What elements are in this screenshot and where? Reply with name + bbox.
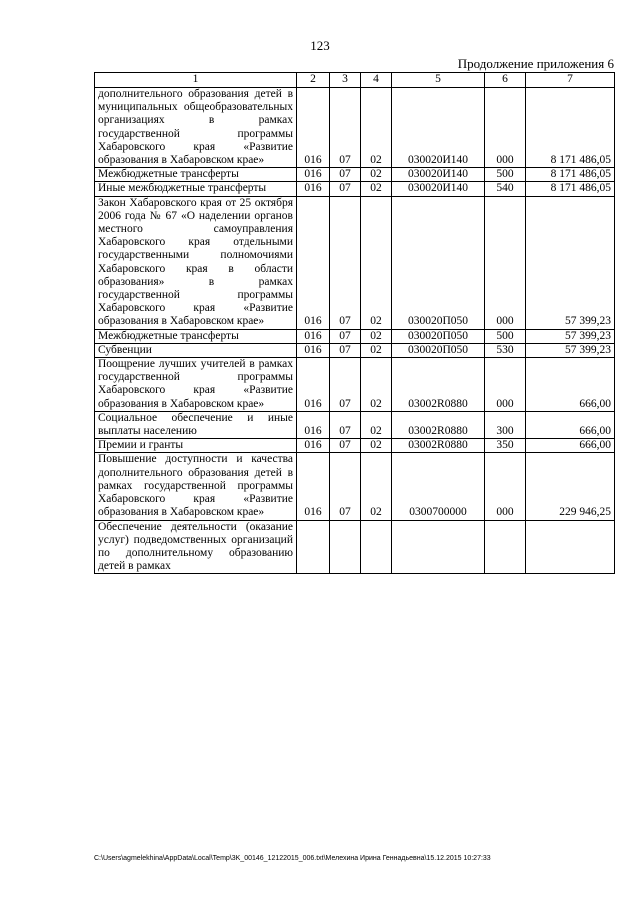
row-code-cell: 02 bbox=[361, 88, 392, 168]
row-code-cell bbox=[485, 520, 526, 574]
file-path-footer: C:\Users\agmelekhina\AppData\Local\Temp\3K_00146_12122015_006.txt\Мелехина Ирина Геннадьевна\15.12.2015 10:27:33 bbox=[94, 855, 491, 862]
row-code-cell: 016 bbox=[297, 196, 330, 329]
table-row bbox=[95, 520, 615, 574]
row-code-cell: 350 bbox=[485, 439, 526, 453]
row-code-cell: 02 bbox=[361, 196, 392, 329]
row-code-cell: 07 bbox=[330, 196, 361, 329]
row-name-cell: Субвенции bbox=[95, 343, 297, 357]
row-code-cell: 000 bbox=[485, 196, 526, 329]
row-code-cell: 000 bbox=[485, 358, 526, 412]
table-row bbox=[95, 358, 615, 412]
table-row bbox=[95, 453, 615, 520]
row-code-cell: 02 bbox=[361, 329, 392, 343]
row-amount-cell: 57 399,23 bbox=[526, 329, 615, 343]
row-code-cell: 500 bbox=[485, 168, 526, 182]
row-code-cell bbox=[297, 520, 330, 574]
row-code-cell: 02 bbox=[361, 182, 392, 196]
row-code-cell: 07 bbox=[330, 439, 361, 453]
header-cell: 3 bbox=[330, 73, 361, 88]
row-code-cell: 016 bbox=[297, 329, 330, 343]
table-row bbox=[95, 168, 615, 182]
row-code-cell: 03002R0880 bbox=[392, 358, 485, 412]
row-code-cell: 02 bbox=[361, 168, 392, 182]
row-code-cell: 016 bbox=[297, 411, 330, 438]
row-amount-cell: 666,00 bbox=[526, 439, 615, 453]
header-cell: 4 bbox=[361, 73, 392, 88]
row-code-cell: 016 bbox=[297, 343, 330, 357]
row-code-cell: 030020П050 bbox=[392, 196, 485, 329]
row-code-cell: 07 bbox=[330, 411, 361, 438]
page-number: 123 bbox=[310, 38, 330, 53]
row-code-cell: 300 bbox=[485, 411, 526, 438]
row-code-cell: 02 bbox=[361, 411, 392, 438]
row-name-cell: Социальное обеспечение и иные выплаты населению bbox=[95, 411, 297, 438]
table-row bbox=[95, 439, 615, 453]
row-code-cell: 02 bbox=[361, 343, 392, 357]
row-code-cell: 07 bbox=[330, 343, 361, 357]
row-code-cell: 016 bbox=[297, 358, 330, 412]
row-code-cell: 07 bbox=[330, 168, 361, 182]
row-amount-cell: 8 171 486,05 bbox=[526, 168, 615, 182]
row-code-cell: 530 bbox=[485, 343, 526, 357]
row-code-cell: 02 bbox=[361, 453, 392, 520]
row-amount-cell: 666,00 bbox=[526, 411, 615, 438]
row-code-cell bbox=[361, 520, 392, 574]
row-name-cell: Повышение доступности и качества дополнительного образования детей в рамках государственной программы Хабаровского края «Развитие образования в Хабаровском крае» bbox=[95, 453, 297, 520]
row-code-cell: 016 bbox=[297, 439, 330, 453]
row-amount-cell: 229 946,25 bbox=[526, 453, 615, 520]
table-row bbox=[95, 182, 615, 196]
row-code-cell bbox=[392, 520, 485, 574]
row-amount-cell: 57 399,23 bbox=[526, 343, 615, 357]
row-code-cell: 000 bbox=[485, 453, 526, 520]
row-amount-cell: 666,00 bbox=[526, 358, 615, 412]
row-code-cell: 07 bbox=[330, 329, 361, 343]
table-row bbox=[95, 329, 615, 343]
row-code-cell: 030020П050 bbox=[392, 343, 485, 357]
row-code-cell: 030020И140 bbox=[392, 168, 485, 182]
row-code-cell: 000 bbox=[485, 88, 526, 168]
row-code-cell: 016 bbox=[297, 88, 330, 168]
row-code-cell: 016 bbox=[297, 453, 330, 520]
row-code-cell: 03002R0880 bbox=[392, 439, 485, 453]
row-amount-cell: 57 399,23 bbox=[526, 196, 615, 329]
row-code-cell: 02 bbox=[361, 358, 392, 412]
row-code-cell: 07 bbox=[330, 358, 361, 412]
row-name-cell: Премии и гранты bbox=[95, 439, 297, 453]
row-name-cell: Поощрение лучших учителей в рамках государственной программы Хабаровского края «Развитие образования в Хабаровском крае» bbox=[95, 358, 297, 412]
row-code-cell bbox=[330, 520, 361, 574]
header-cell: 1 bbox=[95, 73, 297, 88]
row-name-cell: Иные межбюджетные трансферты bbox=[95, 182, 297, 196]
header-cell: 6 bbox=[485, 73, 526, 88]
row-amount-cell: 8 171 486,05 bbox=[526, 88, 615, 168]
table-row bbox=[95, 411, 615, 438]
row-code-cell: 500 bbox=[485, 329, 526, 343]
row-name-cell: Обеспечение деятельности (оказание услуг) подведомственных организаций по дополнительному образованию детей в рамках bbox=[95, 520, 297, 574]
table-row bbox=[95, 343, 615, 357]
row-name-cell: Закон Хабаровского края от 25 октября 2006 года № 67 «О наделении органов местного самоуправления Хабаровского края отдельными государственными полномочиями Хабаровского края в области образования» в рамках государственной программы Хабаровского края «Развитие образования в Хабаровском крае» bbox=[95, 196, 297, 329]
row-code-cell: 07 bbox=[330, 182, 361, 196]
row-code-cell: 03002R0880 bbox=[392, 411, 485, 438]
row-code-cell: 030020И140 bbox=[392, 182, 485, 196]
continuation-label: Продолжение приложения 6 bbox=[457, 56, 614, 71]
row-name-cell: дополнительного образования детей в муниципальных общеобразовательных организациях в рамках государственной программы Хабаровского края «Развитие образования в Хабаровском крае» bbox=[95, 88, 297, 168]
table-row bbox=[95, 88, 615, 168]
row-code-cell: 016 bbox=[297, 182, 330, 196]
header-cell: 2 bbox=[297, 73, 330, 88]
budget-table bbox=[94, 72, 615, 574]
row-amount-cell: 8 171 486,05 bbox=[526, 182, 615, 196]
row-code-cell: 07 bbox=[330, 88, 361, 168]
row-code-cell: 02 bbox=[361, 439, 392, 453]
row-code-cell: 030020И140 bbox=[392, 88, 485, 168]
row-code-cell: 016 bbox=[297, 168, 330, 182]
row-code-cell: 030020П050 bbox=[392, 329, 485, 343]
header-cell: 5 bbox=[392, 73, 485, 88]
header-cell: 7 bbox=[526, 73, 615, 88]
row-code-cell: 0300700000 bbox=[392, 453, 485, 520]
row-code-cell: 07 bbox=[330, 453, 361, 520]
row-name-cell: Межбюджетные трансферты bbox=[95, 168, 297, 182]
header-row bbox=[95, 73, 615, 88]
row-amount-cell bbox=[526, 520, 615, 574]
row-code-cell: 540 bbox=[485, 182, 526, 196]
row-name-cell: Межбюджетные трансферты bbox=[95, 329, 297, 343]
table-row bbox=[95, 196, 615, 329]
